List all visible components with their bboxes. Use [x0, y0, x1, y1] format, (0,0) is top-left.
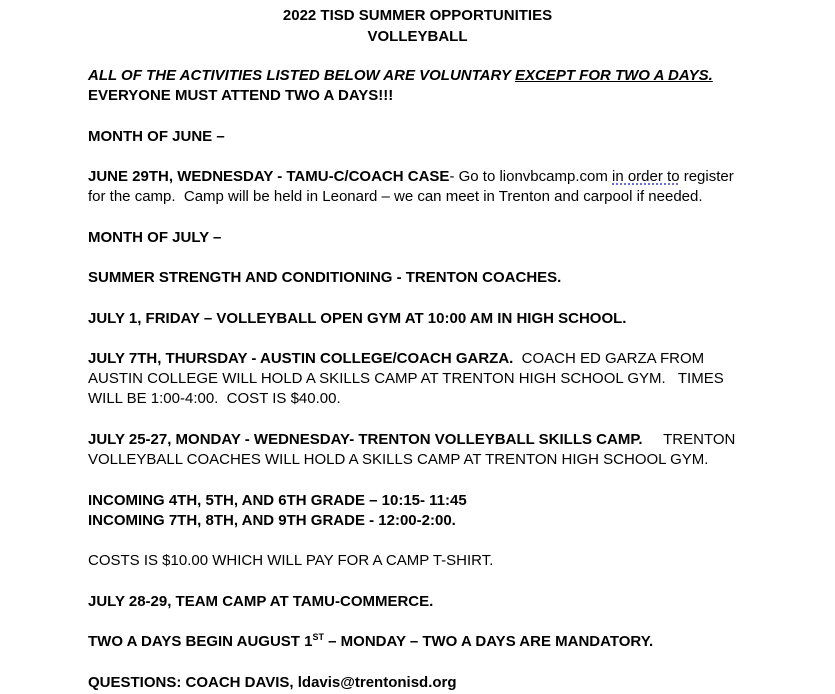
grades-7-9-line: INCOMING 7TH, 8TH, AND 9TH GRADE - 12:00-2:00. — [88, 512, 456, 529]
july-heading: MONTH OF JULY – — [88, 229, 222, 246]
two-a-days-text: TWO A DAYS BEGIN AUGUST 1 — [88, 633, 313, 650]
in-order-to-text: in order to — [612, 168, 680, 185]
intro-text-voluntary: ALL OF THE ACTIVITIES LISTED BELOW ARE VOLUNTARY — [88, 67, 515, 84]
june-event-text: - Go to lionvbcamp.com — [449, 168, 612, 185]
team-camp-line: JULY 28-29, TEAM CAMP AT TAMU-COMMERCE. — [88, 593, 434, 610]
ordinal-suffix: ST — [312, 632, 324, 642]
june-heading: MONTH OF JUNE – — [88, 128, 225, 145]
document-title: 2022 TISD SUMMER OPPORTUNITIES — [282, 7, 553, 24]
strength-conditioning-line: SUMMER STRENGTH AND CONDITIONING - TRENTON COACHES. — [88, 269, 562, 286]
grades-4-6-line: INCOMING 4TH, 5TH, AND 6TH GRADE – 10:15- 11:45 — [88, 492, 467, 509]
intro-text-mandatory: EVERYONE MUST ATTEND TWO A DAYS!!! — [88, 67, 722, 104]
intro-paragraph — [88, 66, 748, 106]
skills-camp-paragraph — [88, 430, 748, 470]
open-gym-line: JULY 1, FRIDAY – VOLLEYBALL OPEN GYM AT 10:00 AM IN HIGH SCHOOL. — [88, 310, 627, 327]
document-subtitle: VOLLEYBALL — [367, 28, 468, 45]
june-event-title: JUNE 29TH, WEDNESDAY - TAMU-C/COACH CASE — [88, 168, 450, 185]
costs-line: COSTS IS $10.00 WHICH WILL PAY FOR A CAMP T-SHIRT. — [88, 552, 494, 569]
contact-line: QUESTIONS: COACH DAVIS, ldavis@trentonisd.org — [88, 674, 457, 691]
two-a-days-mandatory-text: – MONDAY – TWO A DAYS ARE MANDATORY. — [323, 633, 654, 650]
two-a-days-line — [88, 632, 748, 652]
austin-college-text: COACH ED GARZA FROM AUSTIN COLLEGE WILL HOLD A SKILLS CAMP AT TRENTON HIGH SCHOOL GYM. TIMES WILL BE 1:00-4:00. COST IS $40.00. — [88, 350, 728, 407]
skills-camp-title: JULY 25-27, MONDAY - WEDNESDAY- TRENTON VOLLEYBALL SKILLS CAMP. — [88, 431, 643, 448]
june-event-paragraph — [88, 167, 748, 207]
austin-college-title: JULY 7TH, THURSDAY - AUSTIN COLLEGE/COACH GARZA. — [88, 350, 514, 367]
skills-camp-text: TRENTON VOLLEYBALL COACHES WILL HOLD A SKILLS CAMP AT TRENTON HIGH SCHOOL GYM. — [88, 431, 740, 468]
june-event-text-rest: register for the camp. Camp will be held in Leonard – we can meet in Trenton and carpool if needed. — [88, 168, 738, 205]
austin-college-paragraph — [88, 349, 748, 409]
intro-text-exception: EXCEPT FOR TWO A DAYS. — [514, 67, 713, 84]
